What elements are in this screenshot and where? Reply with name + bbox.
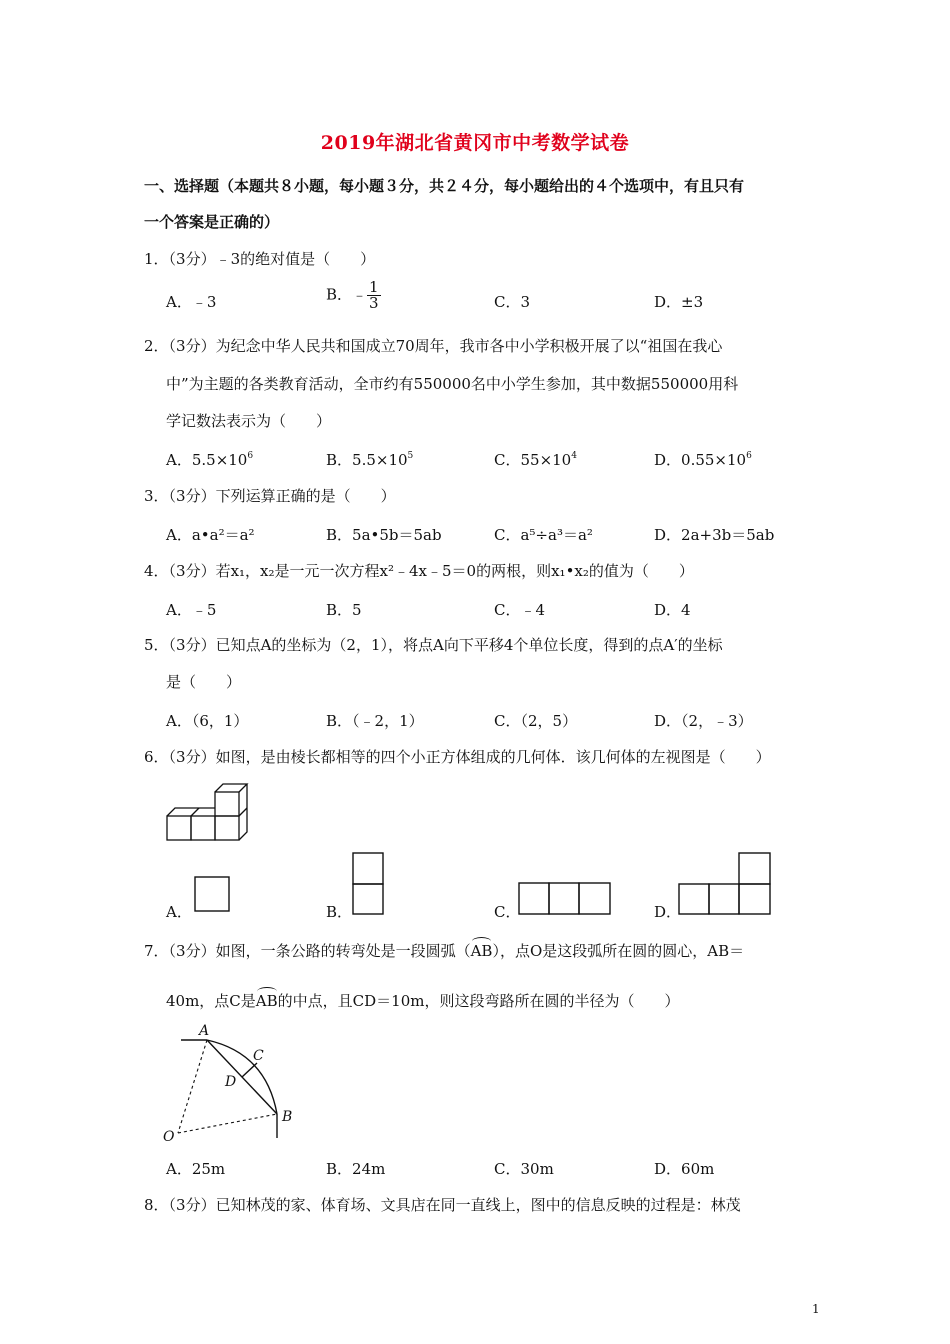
q2-line2: 中”为主题的各类教育活动，全市约有550000名中小学生参加，其中数据550000用科 — [166, 375, 739, 393]
q6-option-a-figure — [194, 876, 230, 912]
q1-option-b-fraction — [367, 280, 381, 311]
q1-stem: 1．（3分）﹣3的绝对值是（ ） — [144, 250, 376, 268]
q6-solid-figure — [160, 780, 260, 850]
q6-option-b-figure — [352, 852, 385, 916]
q6-option-c-figure — [518, 882, 613, 916]
q2-option-b-text: B．5.5×10 — [326, 451, 408, 469]
exponent: 6 — [746, 451, 752, 461]
q7-arc-figure — [155, 1020, 305, 1150]
q7-option-c: C．30m — [494, 1160, 554, 1178]
arc-ab-symbol: AB — [470, 942, 493, 960]
q3-option-c: C．a⁵÷a³＝a² — [494, 526, 593, 544]
q2-option-a-text: A．5.5×10 — [166, 451, 248, 469]
q7-line2 — [166, 992, 679, 1010]
q4-option-d: D．4 — [654, 601, 691, 619]
q6-option-b: B． — [326, 903, 353, 921]
q1-option-a: A．﹣3 — [166, 293, 217, 311]
q1-option-b — [326, 280, 381, 311]
q2-option-a — [166, 449, 253, 470]
q2-option-c-text: C．55×10 — [494, 451, 572, 469]
exponent: 4 — [571, 451, 577, 461]
q3-option-a: A．a•a²＝a² — [166, 526, 255, 544]
q7-label-c: C — [253, 1048, 264, 1064]
section-heading-line1: 一、选择题（本题共８小题，每小题３分，共２４分，每小题给出的４个选项中，有且只有 — [144, 177, 745, 195]
q7-label-d: D — [225, 1074, 237, 1090]
q5-line1: 5．（3分）已知点A的坐标为（2，1），将点A向下平移4个单位长度，得到的点A′的坐标 — [144, 636, 723, 654]
page-number: 1 — [812, 1302, 820, 1316]
q7-line1-start: 7．（3分）如图，一条公路的转弯处是一段圆弧（ — [144, 942, 471, 960]
q5-option-b: B．（﹣2，1） — [326, 712, 424, 730]
q5-option-c: C．（2，5） — [494, 712, 578, 730]
q7-label-o: O — [163, 1129, 175, 1145]
q7-option-b: B．24m — [326, 1160, 386, 1178]
q4-option-b: B．5 — [326, 601, 362, 619]
q3-stem: 3．（3分）下列运算正确的是（ ） — [144, 487, 396, 505]
q6-option-d-figure — [678, 852, 773, 916]
q2-option-d — [654, 449, 752, 470]
q4-option-a: A．﹣5 — [166, 601, 217, 619]
q4-stem: 4．（3分）若x₁，x₂是一元一次方程x²﹣4x﹣5＝0的两根，则x₁•x₂的值为（ ） — [144, 562, 694, 580]
q7-option-a: A．25m — [166, 1160, 226, 1178]
fraction-numerator: 1 — [369, 278, 379, 296]
q7-line2-end: 的中点，且CD＝10m，则这段弯路所在圆的半径为（ ） — [277, 992, 680, 1010]
q7-line1 — [144, 942, 744, 960]
q3-option-b: B．5a•5b＝5ab — [326, 526, 442, 544]
exponent: 5 — [407, 451, 414, 461]
arc-ab-symbol: AB — [255, 992, 278, 1010]
exponent: 6 — [247, 451, 254, 461]
exam-title: 2019年湖北省黄冈市中考数学试卷 — [320, 132, 630, 154]
q6-stem: 6．（3分）如图，是由棱长都相等的四个小正方体组成的几何体．该几何体的左视图是（ ） — [144, 748, 771, 766]
q7-line2-start: 40m，点C是 — [166, 992, 256, 1010]
q7-label-a: A — [199, 1023, 210, 1039]
q5-line2: 是（ ） — [166, 673, 242, 691]
q4-option-c: C．﹣4 — [494, 601, 546, 619]
q2-option-c — [494, 449, 577, 470]
fraction-denominator: 3 — [369, 294, 379, 312]
q1-option-d: D．±3 — [654, 293, 704, 311]
q2-option-d-text: D．0.55×10 — [654, 451, 747, 469]
q2-option-b — [326, 449, 413, 470]
q7-option-d: D．60m — [654, 1160, 715, 1178]
q5-option-a: A．（6，1） — [166, 712, 249, 730]
q1-option-c: C．3 — [494, 293, 531, 311]
q7-label-b: B — [282, 1109, 293, 1125]
q2-line3: 学记数法表示为（ ） — [166, 412, 332, 430]
q1-option-b-prefix: B．﹣ — [326, 285, 368, 304]
q8-line1: 8．（3分）已知林茂的家、体育场、文具店在同一直线上，图中的信息反映的过程是：林茂 — [144, 1196, 741, 1214]
q7-line1-end: ），点O是这段弧所在圆的圆心，AB＝ — [492, 942, 745, 960]
q6-option-c: C． — [494, 903, 521, 921]
q6-option-d: D． — [654, 903, 682, 921]
section-heading-line2: 一个答案是正确的） — [144, 213, 280, 231]
q3-option-d: D．2a+3b＝5ab — [654, 526, 775, 544]
q5-option-d: D．（2，﹣3） — [654, 712, 753, 730]
q2-line1: 2．（3分）为纪念中华人民共和国成立70周年，我市各中小学积极开展了以“祖国在我心 — [144, 337, 723, 355]
q6-option-a: A． — [166, 903, 192, 921]
